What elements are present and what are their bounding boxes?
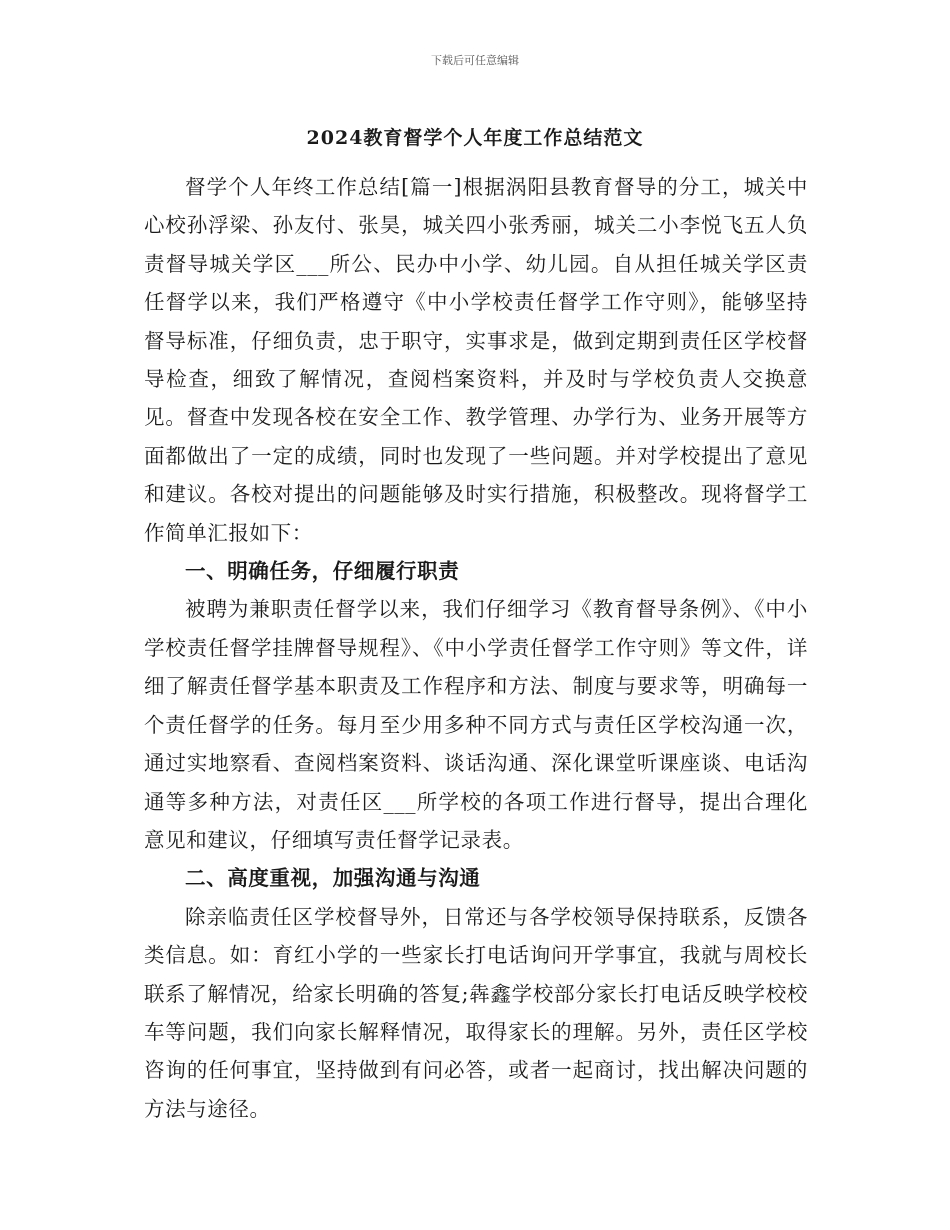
section-heading-2: 二、高度重视，加强沟通与沟通	[185, 866, 481, 891]
section-paragraph-1: 被聘为兼职责任督学以来，我们仔细学习《教育督导条例》、《中小学校责任督学挂牌督导规程》、《中小学责任督学工作守则》等文件，详细了解责任督学基本职责及工作程序和方法、制度与要求等，明确每一个责任督学的任务。每月至少用多种不同方式与责任区学校沟通一次，通过实地察看、查阅档案资料、谈话沟通、深化课堂听课座谈、电话沟通等多种方法，对责任区___所学校的各项工作进行督导，提出合理化意见和建议，仔细填写责任督学记录表。	[144, 597, 808, 852]
document-title: 2024教育督学个人年度工作总结范文	[306, 127, 644, 149]
page-header-note: 下载后可任意编辑	[431, 54, 519, 67]
intro-paragraph: 督学个人年终工作总结[篇一]根据涡阳县教育督导的分工，城关中心校孙浮梁、孙友付、张昊，城关四小张秀丽，城关二小李悦飞五人负责督导城关学区___所公、民办中小学、幼儿园。自从担任城关学区责任督学以来，我们严格遵守《中小学校责任督学工作守则》，能够坚持督导标准，仔细负责，忠于职守，实事求是，做到定期到责任区学校督导检查，细致了解情况，查阅档案资料，并及时与学校负责人交换意见。督查中发现各校在安全工作、教学管理、办学行为、业务开展等方面都做出了一定的成绩，同时也发现了一些问题。并对学校提出了意见和建议。各校对提出的问题能够及时实行措施，积极整改。现将督学工作简单汇报如下：	[144, 175, 808, 545]
section-paragraph-2: 除亲临责任区学校督导外，日常还与各学校领导保持联系，反馈各类信息。如：育红小学的一些家长打电话询问开学事宜，我就与周校长联系了解情况，给家长明确的答复;犇鑫学校部分家长打电话反映学校校车等问题，我们向家长解释情况，取得家长的理解。另外，责任区学校咨询的任何事宜，坚持做到有问必答，或者一起商讨，找出解决问题的方法与途径。	[144, 904, 808, 1121]
section-heading-1: 一、明确任务，仔细履行职责	[185, 559, 460, 584]
document-body	[144, 168, 808, 1128]
